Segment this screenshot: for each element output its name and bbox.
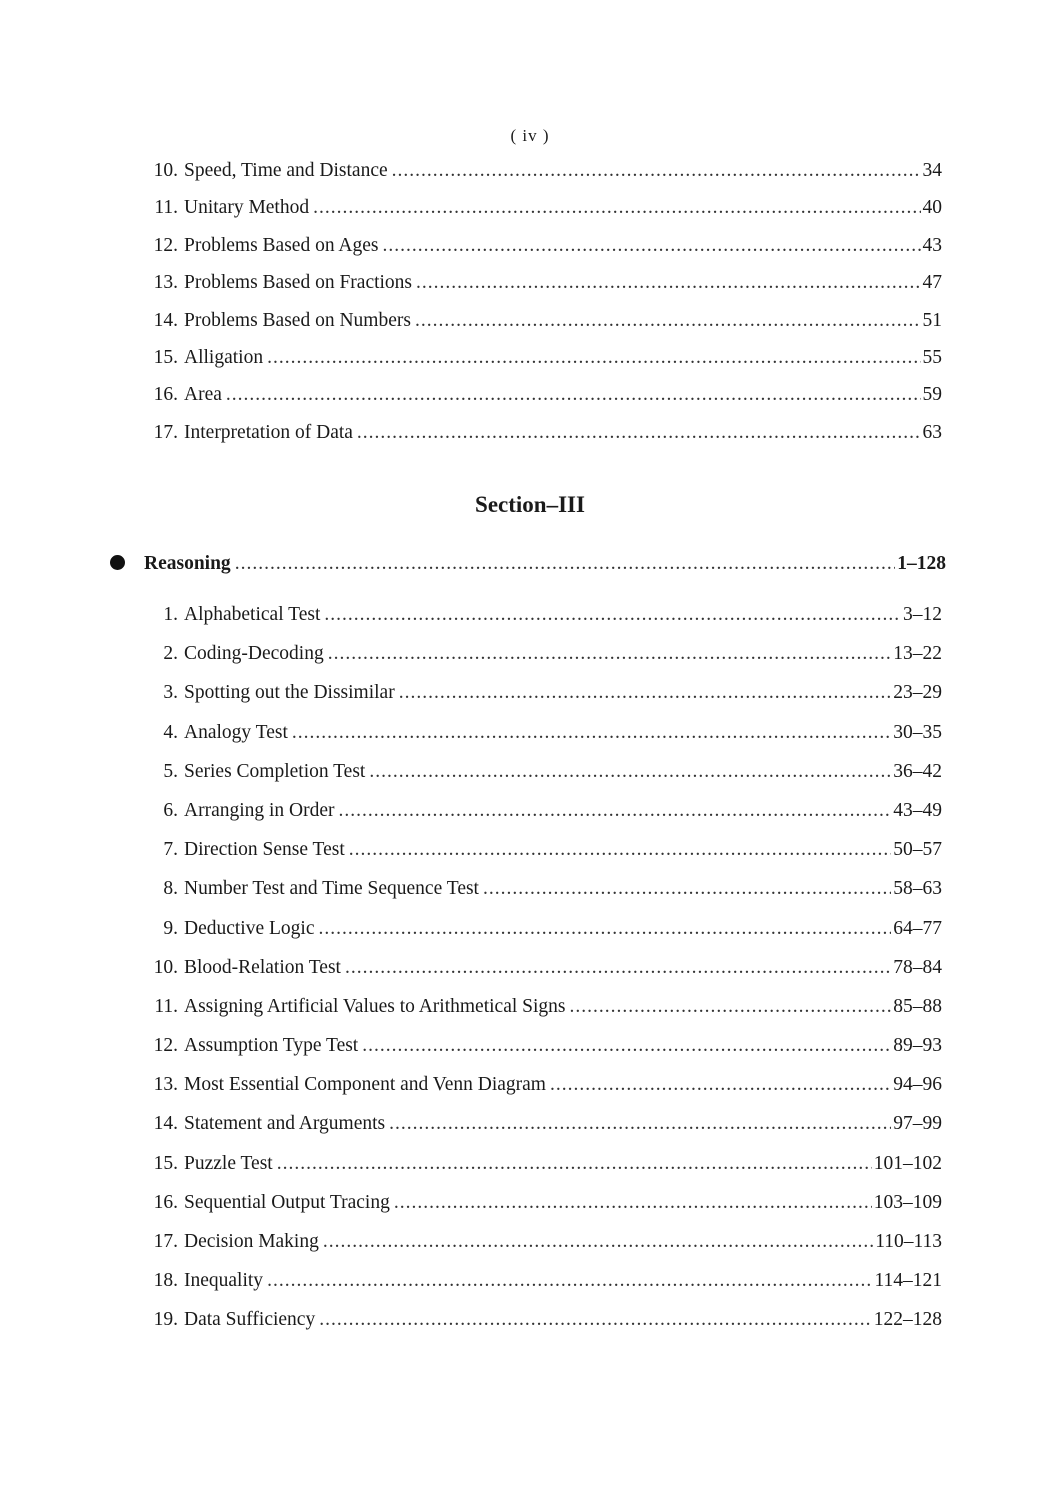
entry-page: 50–57 [893, 839, 942, 861]
entry-page: 47 [922, 272, 942, 294]
entry-page: 55 [922, 346, 942, 368]
entry-page: 51 [922, 309, 942, 331]
entry-page: 89–93 [893, 1035, 942, 1057]
entry-title: Assigning Artificial Values to Arithmetical Signs [184, 995, 566, 1017]
dot-leader [313, 197, 920, 219]
toc-entry [140, 160, 942, 197]
dot-leader [357, 422, 921, 444]
toc-entry [140, 918, 942, 957]
dot-leader [319, 1309, 872, 1331]
entry-page: 101–102 [873, 1152, 942, 1174]
entry-number: 5. [163, 760, 178, 782]
entry-number: 11. [154, 197, 178, 219]
toc-entry [140, 384, 942, 421]
dot-leader [415, 310, 921, 332]
entry-title: Direction Sense Test [184, 839, 345, 861]
entry-number: 11. [154, 995, 178, 1017]
entry-title: Problems Based on Ages [184, 234, 379, 256]
entry-title: Decision Making [184, 1231, 319, 1252]
entry-number: 14. [153, 1113, 178, 1135]
dot-leader [328, 643, 892, 665]
toc-entry [140, 422, 942, 459]
entry-page: 30–35 [893, 721, 942, 743]
entry-page: 23–29 [893, 682, 942, 704]
entry-number: 8. [163, 878, 178, 900]
dot-leader [226, 384, 921, 406]
entry-page: 63 [922, 421, 942, 443]
entry-title: Alligation [184, 346, 264, 368]
entry-number: 13. [153, 272, 178, 294]
entry-number: 13. [153, 1074, 178, 1096]
entry-number: 10. [153, 160, 178, 181]
dot-leader [339, 800, 892, 822]
entry-page: 122–128 [873, 1309, 942, 1331]
entry-number: 9. [163, 917, 178, 939]
dot-leader [399, 682, 892, 704]
dot-leader [349, 839, 892, 861]
bullet-icon [110, 555, 125, 570]
category-title: Reasoning [144, 553, 231, 574]
toc-entry [140, 1074, 942, 1113]
dot-leader [382, 235, 920, 257]
dot-leader [235, 553, 896, 575]
dot-leader [323, 1231, 873, 1253]
entry-page: 13–22 [893, 643, 942, 665]
entry-title: Statement and Arguments [184, 1113, 386, 1135]
dot-leader [324, 604, 901, 626]
entry-number: 4. [163, 721, 178, 743]
entry-title: Arranging in Order [184, 799, 335, 821]
dot-leader [394, 1192, 872, 1214]
entry-title: Most Essential Component and Venn Diagram [184, 1074, 546, 1096]
dot-leader [550, 1074, 891, 1096]
dot-leader [319, 918, 892, 940]
toc-entry [140, 839, 942, 878]
toc-entry [140, 1270, 942, 1309]
entry-page: 43 [922, 234, 942, 256]
entry-number: 3. [163, 682, 178, 704]
category-row-reasoning [110, 553, 946, 575]
toc-entry [140, 1192, 942, 1231]
toc-entry [140, 1113, 942, 1152]
entry-title: Coding-Decoding [184, 643, 324, 665]
entry-title: Data Sufficiency [184, 1309, 316, 1331]
page-number: ( iv ) [510, 126, 550, 145]
toc-entry [140, 722, 942, 761]
entry-number: 17. [153, 1231, 178, 1252]
toc-list-reasoning [140, 604, 942, 1349]
entry-page: 103–109 [873, 1191, 942, 1213]
dot-leader [267, 1270, 872, 1292]
dot-leader [416, 272, 920, 294]
entry-page: 58–63 [893, 878, 942, 900]
entry-title: Area [184, 384, 222, 406]
entry-title: Blood-Relation Test [184, 956, 341, 978]
entry-number: 14. [153, 309, 178, 331]
dot-leader [345, 957, 891, 979]
entry-number: 12. [153, 234, 178, 256]
entry-page: 64–77 [893, 917, 942, 939]
entry-title: Alphabetical Test [184, 604, 321, 625]
toc-entry [140, 957, 942, 996]
entry-page: 78–84 [893, 956, 942, 978]
entry-number: 15. [153, 346, 178, 368]
toc-entry [140, 235, 942, 272]
entry-title: Spotting out the Dissimilar [184, 682, 395, 704]
entry-number: 15. [153, 1152, 178, 1174]
toc-entry [140, 878, 942, 917]
dot-leader [570, 996, 892, 1018]
toc-entry [140, 197, 942, 234]
entry-title: Sequential Output Tracing [184, 1191, 390, 1213]
entry-title: Deductive Logic [184, 917, 315, 939]
toc-entry [140, 604, 942, 643]
entry-title: Series Completion Test [184, 760, 366, 782]
dot-leader [389, 1113, 891, 1135]
entry-number: 10. [153, 956, 178, 978]
toc-entry [140, 310, 942, 347]
entry-page: 36–42 [893, 760, 942, 782]
toc-entry [140, 1035, 942, 1074]
entry-number: 18. [153, 1270, 178, 1292]
dot-leader [292, 722, 891, 744]
entry-title: Inequality [184, 1270, 264, 1292]
entry-page: 40 [922, 197, 942, 219]
toc-entry [140, 800, 942, 839]
section-heading: Section–III [475, 492, 585, 517]
entry-page: 85–88 [893, 995, 942, 1017]
category-pages: 1–128 [897, 553, 946, 574]
toc-entry [140, 1153, 942, 1192]
dot-leader [362, 1035, 891, 1057]
dot-leader [483, 878, 891, 900]
toc-entry [140, 761, 942, 800]
entry-page: 110–113 [875, 1231, 942, 1252]
toc-entry [140, 643, 942, 682]
entry-number: 19. [153, 1309, 178, 1331]
entry-title: Assumption Type Test [184, 1035, 359, 1057]
dot-leader [277, 1153, 872, 1175]
entry-number: 1. [163, 604, 178, 625]
entry-number: 2. [163, 643, 178, 665]
entry-page: 3–12 [903, 604, 942, 625]
entry-number: 16. [153, 1191, 178, 1213]
toc-entry [140, 996, 942, 1035]
entry-title: Number Test and Time Sequence Test [184, 878, 479, 900]
toc-entry [140, 1309, 942, 1348]
toc-list-continued [140, 160, 942, 459]
entry-page: 114–121 [874, 1270, 942, 1292]
entry-number: 17. [153, 421, 178, 443]
entry-page: 59 [922, 384, 942, 406]
entry-title: Problems Based on Numbers [184, 309, 411, 331]
entry-number: 6. [163, 799, 178, 821]
entry-title: Interpretation of Data [184, 421, 353, 443]
entry-page: 43–49 [893, 799, 942, 821]
entry-page: 97–99 [893, 1113, 942, 1135]
toc-entry [140, 272, 942, 309]
toc-entry [140, 1231, 942, 1270]
dot-leader [267, 347, 920, 369]
entry-number: 12. [153, 1035, 178, 1057]
dot-leader [392, 160, 921, 182]
toc-entry [140, 682, 942, 721]
entry-page: 94–96 [893, 1074, 942, 1096]
toc-entry [140, 347, 942, 384]
dot-leader [369, 761, 891, 783]
entry-title: Speed, Time and Distance [184, 160, 388, 181]
entry-title: Puzzle Test [184, 1152, 273, 1174]
entry-title: Unitary Method [184, 197, 310, 219]
entry-page: 34 [922, 160, 942, 181]
entry-number: 7. [163, 839, 178, 861]
entry-number: 16. [153, 384, 178, 406]
entry-title: Problems Based on Fractions [184, 272, 413, 294]
entry-title: Analogy Test [184, 721, 288, 743]
